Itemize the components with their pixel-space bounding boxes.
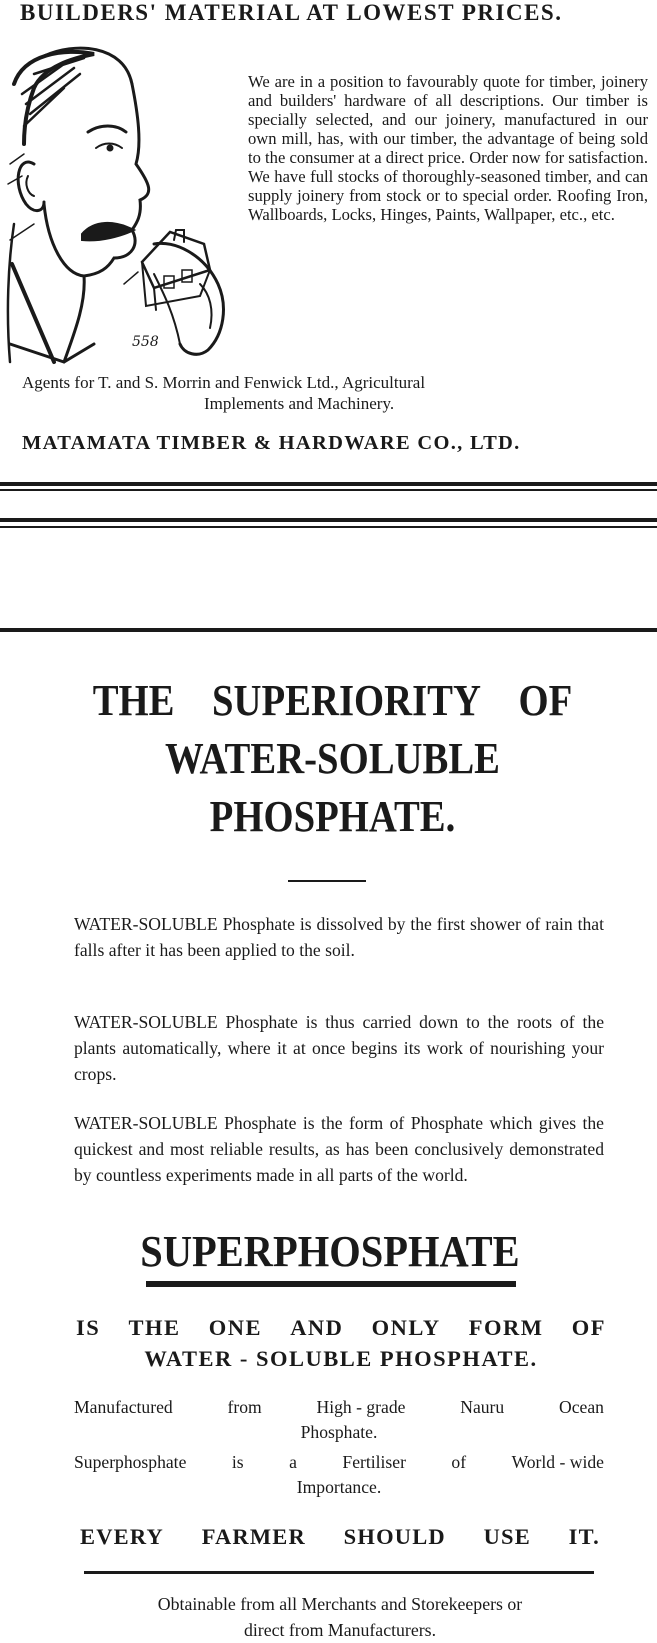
manufactured-word: Nauru bbox=[460, 1397, 505, 1417]
fertiliser-statement bbox=[74, 1450, 604, 1500]
slogan-underline bbox=[84, 1571, 594, 1574]
slogan-word: USE bbox=[483, 1524, 531, 1549]
company-name: MATAMATA TIMBER & HARDWARE CO., LTD. bbox=[22, 432, 521, 454]
fertiliser-line-2: Importance. bbox=[296, 1477, 382, 1497]
title-line-2: WATER-SOLUBLE bbox=[165, 734, 500, 783]
manufactured-word: High - grade bbox=[316, 1397, 406, 1417]
title-word: OF bbox=[518, 676, 573, 725]
manufactured-word: Ocean bbox=[559, 1397, 604, 1417]
fertiliser-word: World - wide bbox=[511, 1452, 604, 1472]
fertiliser-word: Superphosphate bbox=[74, 1452, 187, 1472]
paragraph-1: WATER-SOLUBLE Phosphate is dissolved by the first shower of rain that falls after it has been applied to the soil. bbox=[74, 914, 604, 960]
paragraph-2: WATER-SOLUBLE Phosphate is thus carried down to the roots of the plants automatically, where it at once begins its work of nourishing your crops. bbox=[74, 1012, 604, 1084]
slogan-word: FARMER bbox=[201, 1524, 306, 1549]
fertiliser-word: Fertiliser bbox=[342, 1452, 406, 1472]
fertiliser-word: of bbox=[451, 1452, 467, 1472]
statement-word: ONE bbox=[208, 1315, 262, 1340]
fertiliser-line-1 bbox=[74, 1450, 604, 1475]
statement-word: AND bbox=[290, 1315, 344, 1340]
manufactured-line-2: Phosphate. bbox=[300, 1422, 378, 1442]
manufactured-word: from bbox=[227, 1397, 262, 1417]
obtainable-line-1: Obtainable from all Merchants and Storekeepers or bbox=[157, 1594, 523, 1614]
title-line-3: PHOSPHATE. bbox=[209, 792, 456, 841]
every-farmer-slogan bbox=[80, 1524, 600, 1550]
statement-word: OF bbox=[571, 1315, 606, 1340]
statement-line-2: WATER - SOLUBLE PHOSPHATE. bbox=[144, 1346, 538, 1371]
manufactured-word: Manufactured bbox=[74, 1397, 173, 1417]
one-only-statement bbox=[76, 1312, 606, 1374]
divider-rule bbox=[0, 526, 657, 528]
divider-rule bbox=[0, 628, 657, 632]
agents-text-line2: Implements and Machinery. bbox=[204, 394, 395, 413]
statement-word: THE bbox=[128, 1315, 181, 1340]
title-word: THE bbox=[92, 676, 175, 725]
statement-word: IS bbox=[76, 1315, 101, 1340]
title-word: SUPERIORITY bbox=[212, 676, 481, 725]
divider-rule bbox=[0, 482, 657, 486]
builders-body-text: We are in a position to favourably quote for timber, joinery and builders' hardware of all descriptions. Our timber is specially selected, and our joinery, manufactured in our own mill, has, with our timber, the advantage of being sold to the consumer at a direct price. Order now for satisfaction. We have full stocks of thoroughly-seasoned timber, and can supply joinery from stock or to special order. Roofing Iron, Wallboards, Locks, Hinges, Paints, Wallpaper, etc., etc. bbox=[248, 72, 648, 224]
obtainable-line-2: direct from Manufacturers. bbox=[243, 1620, 437, 1640]
phosphate-title bbox=[93, 672, 573, 846]
manufactured-from bbox=[74, 1395, 604, 1445]
title-underline bbox=[288, 880, 366, 882]
slogan-word: EVERY bbox=[80, 1524, 164, 1549]
divider-rule bbox=[0, 518, 657, 522]
product-underline bbox=[146, 1281, 516, 1287]
slogan-word: SHOULD bbox=[343, 1524, 446, 1549]
product-heading: SUPERPHOSPHATE bbox=[140, 1227, 520, 1276]
man-holding-house-illustration bbox=[4, 44, 244, 374]
agents-text-line1: Agents for T. and S. Morrin and Fenwick Ltd., Agricultural bbox=[22, 373, 426, 392]
builders-headline: BUILDERS' MATERIAL AT LOWEST PRICES. bbox=[20, 0, 563, 25]
statement-word: FORM bbox=[468, 1315, 544, 1340]
divider-rule bbox=[0, 489, 657, 491]
paragraph-3: WATER-SOLUBLE Phosphate is the form of Phosphate which gives the quickest and most reliable results, as has been conclusively demonstrated by countless experiments made in all parts of the world. bbox=[74, 1113, 604, 1185]
manufactured-line-1 bbox=[74, 1395, 604, 1420]
slogan-word: IT. bbox=[568, 1524, 600, 1549]
title-line-1 bbox=[93, 672, 573, 730]
statement-line-1 bbox=[76, 1312, 606, 1343]
illustration-number: 558 bbox=[132, 334, 159, 350]
fertiliser-word: a bbox=[289, 1452, 297, 1472]
statement-word: ONLY bbox=[371, 1315, 441, 1340]
obtainable-text bbox=[70, 1591, 610, 1643]
agents-line bbox=[22, 372, 657, 414]
fertiliser-word: is bbox=[231, 1452, 244, 1472]
